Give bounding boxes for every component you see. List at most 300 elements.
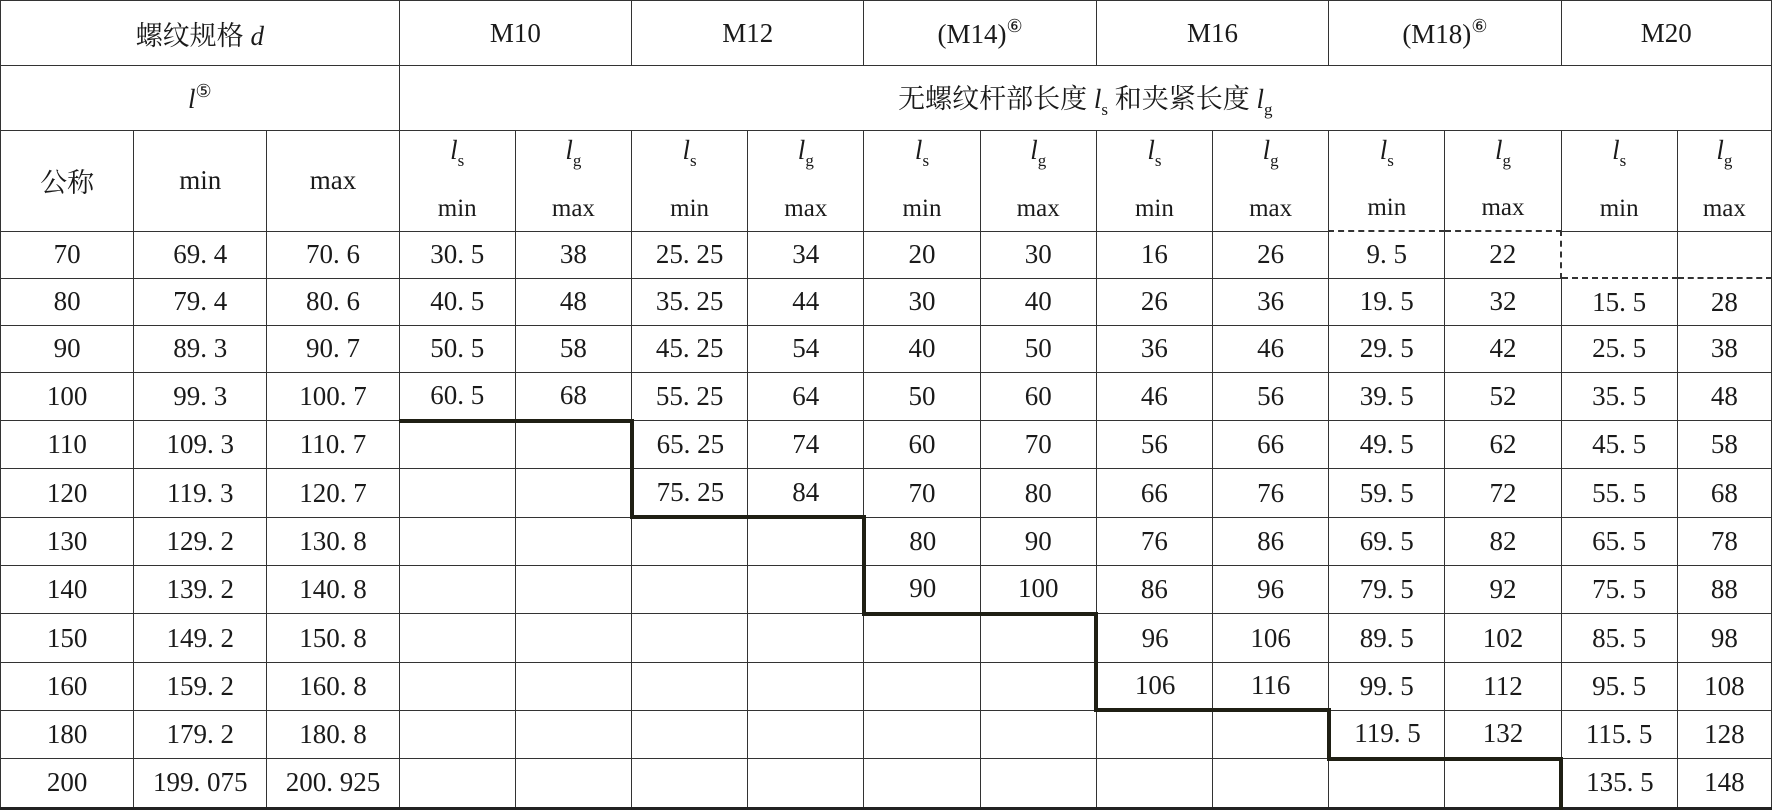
length-min-cell: 109. 3 — [134, 421, 267, 469]
min-label: min — [437, 194, 477, 222]
length-nom-cell: 200 — [1, 759, 134, 808]
ls-min-cell: 99. 5 — [1329, 662, 1445, 710]
table-row — [1, 372, 1772, 420]
min-label: min — [1599, 194, 1639, 222]
lg-max-cell: 48 — [1677, 372, 1771, 420]
ls-min-cell: 76 — [1096, 517, 1212, 565]
ls-min-cell: 16 — [1096, 231, 1212, 278]
max-label: max — [309, 165, 357, 196]
ls-symbol: l — [1093, 83, 1102, 114]
footnote-mark: ⑥ — [1006, 16, 1023, 36]
lg-max-cell: 82 — [1445, 517, 1561, 565]
ls-min-cell: 89. 5 — [1329, 614, 1445, 662]
table-row — [1, 759, 1772, 808]
min-header — [134, 131, 267, 232]
ls-min-cell: 15. 5 — [1561, 278, 1677, 325]
ls-min-cell — [632, 566, 748, 614]
lg-max-cell: 112 — [1445, 662, 1561, 710]
length-min-cell: 119. 3 — [134, 469, 267, 517]
table-row — [1, 421, 1772, 469]
max-label: max — [1016, 194, 1060, 222]
lg-max-cell: 28 — [1677, 278, 1771, 325]
unthreaded-title: 无螺纹杆部长度 — [898, 83, 1088, 114]
l-subscript: g — [1037, 151, 1047, 170]
l-letter: l — [1379, 135, 1388, 165]
header-row-sizes — [1, 1, 1772, 66]
ls-min-cell: 90 — [864, 566, 980, 614]
l-subscript: s — [1154, 151, 1162, 170]
ls-min-cell — [632, 710, 748, 758]
lg-max-cell: 26 — [1212, 231, 1328, 278]
max-label: max — [1481, 194, 1525, 221]
ls-min-cell: 30. 5 — [399, 231, 515, 278]
limit-header-stack — [748, 131, 863, 231]
header-row-limits — [1, 131, 1772, 232]
table-row — [1, 231, 1772, 278]
length-nom-cell: 120 — [1, 469, 134, 517]
l-letter: l — [450, 135, 458, 165]
ls-min-cell: 26 — [1096, 278, 1212, 325]
limit-header-stack — [632, 131, 747, 231]
ls-min-cell: 119. 5 — [1329, 710, 1445, 758]
lg-max-cell: 46 — [1212, 326, 1328, 373]
max-header — [267, 131, 399, 232]
size-label: (M18) — [1402, 19, 1472, 49]
length-min-cell: 199. 075 — [134, 759, 267, 808]
size-label: (M14) — [937, 19, 1007, 49]
l-subscript: g — [1270, 151, 1279, 170]
l-letter: l — [1147, 135, 1155, 165]
table-row — [1, 517, 1772, 565]
ls-symbol — [450, 137, 464, 169]
lg-max-cell — [1212, 759, 1328, 808]
length-nom-cell: 180 — [1, 710, 134, 758]
lg-max-cell: 30 — [980, 231, 1096, 278]
ls-min-cell — [399, 421, 515, 469]
lg-max-cell: 34 — [748, 231, 864, 278]
lg-max-cell: 88 — [1677, 566, 1771, 614]
l-subscript: s — [1387, 151, 1394, 170]
lg-max-cell: 116 — [1212, 662, 1328, 710]
lg-max-cell — [748, 566, 864, 614]
length-min-cell: 149. 2 — [134, 614, 267, 662]
l-subscript: g — [805, 151, 814, 170]
length-max-cell: 130. 8 — [267, 517, 399, 565]
length-max-cell: 150. 8 — [267, 614, 399, 662]
lg-max-cell: 90 — [980, 517, 1096, 565]
nominal-header — [1, 131, 134, 232]
lg-max-cell — [515, 710, 631, 758]
lg-subscript: g — [1264, 99, 1273, 119]
ls-min-cell — [1096, 710, 1212, 758]
length-max-cell: 120. 7 — [267, 469, 399, 517]
lg-symbol — [1495, 137, 1511, 169]
length-min-cell: 129. 2 — [134, 517, 267, 565]
limit-header-stack — [1329, 131, 1444, 230]
lg-max-cell: 22 — [1445, 231, 1561, 278]
table-row — [1, 614, 1772, 662]
max-label: max — [1249, 194, 1293, 222]
lg-max-cell: 58 — [1677, 421, 1771, 469]
ls-min-cell — [399, 517, 515, 565]
length-nom-cell: 160 — [1, 662, 134, 710]
lg-max-cell: 68 — [1677, 469, 1771, 517]
ls-min-cell: 35. 5 — [1561, 372, 1677, 420]
lg-max-cell: 36 — [1212, 278, 1328, 325]
limit-header-stack — [864, 131, 979, 231]
lg-max-cell: 86 — [1212, 517, 1328, 565]
min-label: min — [902, 194, 942, 222]
lg-max-cell — [515, 759, 631, 808]
ls-min-cell: 86 — [1096, 566, 1212, 614]
limit-header-stack — [1213, 131, 1328, 231]
length-nom-cell: 130 — [1, 517, 134, 565]
ls-min-cell: 80 — [864, 517, 980, 565]
ls-min-cell: 65. 5 — [1561, 517, 1677, 565]
length-max-cell: 90. 7 — [267, 326, 399, 373]
lg-max-cell: 108 — [1677, 662, 1771, 710]
length-nom-cell: 70 — [1, 231, 134, 278]
ls-min-cell: 39. 5 — [1329, 372, 1445, 420]
ls-min-cell — [1561, 231, 1677, 278]
nominal-label: 公称 — [40, 168, 95, 199]
limit-header-stack — [516, 131, 631, 231]
limit-header-stack — [1562, 131, 1677, 231]
length-nom-cell: 90 — [1, 326, 134, 373]
lg-max-cell — [515, 662, 631, 710]
length-min-cell: 79. 4 — [134, 278, 267, 325]
size-header-m14 — [864, 1, 1096, 66]
limit-header-stack — [400, 131, 515, 231]
ls-min-cell: 9. 5 — [1329, 231, 1445, 278]
lg-max-cell — [515, 517, 631, 565]
max-label: max — [784, 194, 828, 222]
ls-symbol — [1612, 137, 1626, 169]
ls-min-header — [632, 131, 748, 232]
table-row — [1, 469, 1772, 517]
lg-symbol — [565, 137, 581, 169]
unthreaded-length-header — [399, 66, 1771, 131]
length-max-cell: 140. 8 — [267, 566, 399, 614]
lg-max-cell — [980, 614, 1096, 662]
lg-max-cell — [748, 759, 864, 808]
ls-min-cell: 29. 5 — [1329, 326, 1445, 373]
lg-max-cell: 64 — [748, 372, 864, 420]
l-subscript: g — [572, 151, 582, 170]
lg-symbol — [1030, 137, 1046, 169]
length-nom-cell: 80 — [1, 278, 134, 325]
lg-max-cell — [1445, 759, 1561, 808]
table-body — [1, 231, 1772, 808]
ls-min-cell — [399, 759, 515, 808]
lg-max-cell: 42 — [1445, 326, 1561, 373]
lg-max-header — [1212, 131, 1328, 232]
ls-min-cell: 25. 25 — [632, 231, 748, 278]
lg-max-cell: 74 — [748, 421, 864, 469]
ls-min-cell: 25. 5 — [1561, 326, 1677, 373]
lg-max-cell: 100 — [980, 566, 1096, 614]
lg-max-cell: 58 — [515, 326, 631, 373]
length-max-cell: 70. 6 — [267, 231, 399, 278]
lg-max-cell — [1677, 231, 1771, 278]
length-nom-cell: 110 — [1, 421, 134, 469]
ls-min-cell: 60. 5 — [399, 372, 515, 420]
lg-symbol: l — [1256, 83, 1265, 114]
ls-min-cell: 46 — [1096, 372, 1212, 420]
ls-symbol — [1380, 137, 1394, 169]
ls-min-cell — [864, 759, 980, 808]
ls-min-cell — [399, 662, 515, 710]
ls-min-cell — [632, 614, 748, 662]
l-letter: l — [797, 135, 806, 165]
table-row — [1, 662, 1772, 710]
clamp-title: 和夹紧长度 — [1114, 83, 1250, 114]
ls-min-cell: 106 — [1096, 662, 1212, 710]
size-label: M12 — [722, 17, 774, 48]
ls-min-cell: 75. 25 — [632, 469, 748, 517]
l-subscript: g — [1723, 151, 1733, 170]
lg-max-cell: 98 — [1677, 614, 1771, 662]
ls-min-cell: 30 — [864, 278, 980, 325]
ls-min-cell — [1096, 759, 1212, 808]
ls-min-cell — [864, 662, 980, 710]
lg-max-cell — [515, 614, 631, 662]
size-header-m10 — [399, 1, 631, 66]
ls-min-cell — [632, 662, 748, 710]
lg-max-cell: 80 — [980, 469, 1096, 517]
lg-max-cell: 92 — [1445, 566, 1561, 614]
size-header-m18 — [1329, 1, 1561, 66]
lg-max-header — [980, 131, 1096, 232]
lg-max-cell: 132 — [1445, 710, 1561, 758]
lg-max-cell: 96 — [1212, 566, 1328, 614]
ls-min-cell — [399, 566, 515, 614]
size-label: M20 — [1640, 17, 1692, 48]
ls-subscript: s — [1101, 99, 1108, 119]
length-min-cell: 179. 2 — [134, 710, 267, 758]
lg-max-cell — [515, 469, 631, 517]
lg-max-cell: 148 — [1677, 759, 1771, 808]
limit-header-stack — [1678, 131, 1771, 231]
min-label: min — [179, 165, 222, 196]
lg-max-cell: 50 — [980, 326, 1096, 373]
length-max-cell: 160. 8 — [267, 662, 399, 710]
ls-min-cell: 55. 25 — [632, 372, 748, 420]
l-subscript: s — [1619, 151, 1627, 170]
ls-min-header — [1561, 131, 1677, 232]
length-max-cell: 110. 7 — [267, 421, 399, 469]
table-row — [1, 566, 1772, 614]
lg-max-cell: 102 — [1445, 614, 1561, 662]
lg-max-cell: 84 — [748, 469, 864, 517]
lg-max-cell: 106 — [1212, 614, 1328, 662]
l-letter: l — [914, 135, 923, 165]
lg-max-cell: 38 — [1677, 326, 1771, 373]
max-label: max — [551, 194, 595, 222]
footnote-mark: ⑥ — [1471, 16, 1488, 36]
min-label: min — [1367, 194, 1407, 221]
table-row — [1, 710, 1772, 758]
ls-min-header — [1096, 131, 1212, 232]
lg-max-cell: 66 — [1212, 421, 1328, 469]
ls-min-cell: 35. 25 — [632, 278, 748, 325]
l-letter: l — [1030, 135, 1038, 165]
size-header-m20 — [1561, 1, 1771, 66]
ls-min-cell: 85. 5 — [1561, 614, 1677, 662]
length-max-cell: 80. 6 — [267, 278, 399, 325]
ls-min-cell: 20 — [864, 231, 980, 278]
lg-max-cell — [748, 614, 864, 662]
length-nom-cell: 140 — [1, 566, 134, 614]
min-label: min — [670, 194, 710, 222]
ls-min-cell: 69. 5 — [1329, 517, 1445, 565]
lg-max-cell: 70 — [980, 421, 1096, 469]
ls-min-cell — [1329, 759, 1445, 808]
footnote-mark: ⑤ — [195, 81, 212, 101]
length-min-cell: 89. 3 — [134, 326, 267, 373]
ls-symbol — [1147, 137, 1161, 169]
ls-min-cell: 50. 5 — [399, 326, 515, 373]
l-subscript: s — [922, 151, 930, 170]
l-header — [1, 66, 400, 131]
ls-min-cell: 70 — [864, 469, 980, 517]
limit-header-stack — [1097, 131, 1212, 231]
l-letter: l — [1716, 135, 1724, 165]
l-letter: l — [565, 135, 573, 165]
ls-min-cell: 19. 5 — [1329, 278, 1445, 325]
ls-min-cell: 59. 5 — [1329, 469, 1445, 517]
length-max-cell: 200. 925 — [267, 759, 399, 808]
ls-min-cell — [864, 614, 980, 662]
l-letter: l — [1262, 135, 1271, 165]
lg-max-header — [1445, 131, 1561, 232]
ls-min-header — [399, 131, 515, 232]
lg-max-cell: 72 — [1445, 469, 1561, 517]
ls-min-cell: 135. 5 — [1561, 759, 1677, 808]
l-subscript: s — [690, 151, 697, 170]
lg-max-cell: 44 — [748, 278, 864, 325]
ls-min-cell: 96 — [1096, 614, 1212, 662]
lg-max-header — [748, 131, 864, 232]
min-label: min — [1134, 194, 1174, 222]
thread-spec-var: d — [250, 20, 264, 51]
l-letter: l — [1494, 135, 1503, 165]
size-label: M10 — [489, 17, 541, 48]
lg-max-cell — [980, 710, 1096, 758]
length-nom-cell: 100 — [1, 372, 134, 420]
ls-min-cell — [399, 469, 515, 517]
l-letter: l — [682, 135, 691, 165]
lg-max-cell: 54 — [748, 326, 864, 373]
length-nom-cell: 150 — [1, 614, 134, 662]
ls-min-cell: 65. 25 — [632, 421, 748, 469]
lg-max-cell: 60 — [980, 372, 1096, 420]
l-symbol: l — [187, 84, 196, 114]
lg-max-cell: 76 — [1212, 469, 1328, 517]
size-header-m12 — [632, 1, 864, 66]
lg-max-cell: 40 — [980, 278, 1096, 325]
l-letter: l — [1612, 135, 1620, 165]
length-max-cell: 100. 7 — [267, 372, 399, 420]
lg-max-cell: 62 — [1445, 421, 1561, 469]
thread-spec-header — [1, 1, 400, 66]
lg-max-header — [1677, 131, 1771, 232]
ls-min-cell: 55. 5 — [1561, 469, 1677, 517]
length-max-cell: 180. 8 — [267, 710, 399, 758]
lg-max-cell — [748, 517, 864, 565]
ls-min-cell: 60 — [864, 421, 980, 469]
length-min-cell: 139. 2 — [134, 566, 267, 614]
ls-min-cell: 75. 5 — [1561, 566, 1677, 614]
limit-header-stack — [1445, 131, 1560, 230]
ls-min-cell — [864, 710, 980, 758]
thread-spec-label: 螺纹规格 — [135, 20, 244, 51]
max-label: max — [1702, 194, 1746, 222]
header-row-lengths — [1, 66, 1772, 131]
ls-min-cell — [632, 517, 748, 565]
lg-max-cell — [515, 566, 631, 614]
ls-min-cell: 115. 5 — [1561, 710, 1677, 758]
lg-max-cell: 48 — [515, 278, 631, 325]
ls-min-cell: 56 — [1096, 421, 1212, 469]
ls-min-cell: 36 — [1096, 326, 1212, 373]
ls-min-cell — [632, 759, 748, 808]
ls-min-cell: 45. 5 — [1561, 421, 1677, 469]
lg-max-cell — [748, 710, 864, 758]
length-min-cell: 69. 4 — [134, 231, 267, 278]
size-header-m16 — [1096, 1, 1328, 66]
lg-max-cell — [980, 662, 1096, 710]
lg-max-header — [515, 131, 631, 232]
lg-max-cell: 52 — [1445, 372, 1561, 420]
ls-min-cell: 40. 5 — [399, 278, 515, 325]
lg-max-cell: 32 — [1445, 278, 1561, 325]
ls-min-header — [864, 131, 980, 232]
lg-max-cell: 128 — [1677, 710, 1771, 758]
lg-max-cell — [980, 759, 1096, 808]
lg-max-cell: 68 — [515, 372, 631, 420]
lg-max-cell: 38 — [515, 231, 631, 278]
ls-symbol — [915, 137, 929, 169]
ls-min-cell: 95. 5 — [1561, 662, 1677, 710]
ls-min-cell: 49. 5 — [1329, 421, 1445, 469]
ls-symbol — [683, 137, 697, 169]
lg-max-cell: 56 — [1212, 372, 1328, 420]
ls-min-cell: 45. 25 — [632, 326, 748, 373]
ls-min-cell — [399, 710, 515, 758]
ls-min-cell: 50 — [864, 372, 980, 420]
length-min-cell: 159. 2 — [134, 662, 267, 710]
lg-symbol — [1716, 137, 1732, 169]
ls-min-header — [1329, 131, 1445, 232]
length-min-cell: 99. 3 — [134, 372, 267, 420]
ls-min-cell: 79. 5 — [1329, 566, 1445, 614]
lg-symbol — [798, 137, 814, 169]
lg-max-cell: 78 — [1677, 517, 1771, 565]
l-subscript: g — [1502, 151, 1511, 170]
table-row — [1, 278, 1772, 325]
l-subscript: s — [457, 151, 465, 170]
ls-min-cell: 40 — [864, 326, 980, 373]
lg-symbol — [1263, 137, 1279, 169]
ls-min-cell: 66 — [1096, 469, 1212, 517]
lg-max-cell — [748, 662, 864, 710]
ls-min-cell — [399, 614, 515, 662]
size-label: M16 — [1186, 17, 1238, 48]
lg-max-cell — [1212, 710, 1328, 758]
lg-max-cell — [515, 421, 631, 469]
limit-header-stack — [981, 131, 1096, 231]
